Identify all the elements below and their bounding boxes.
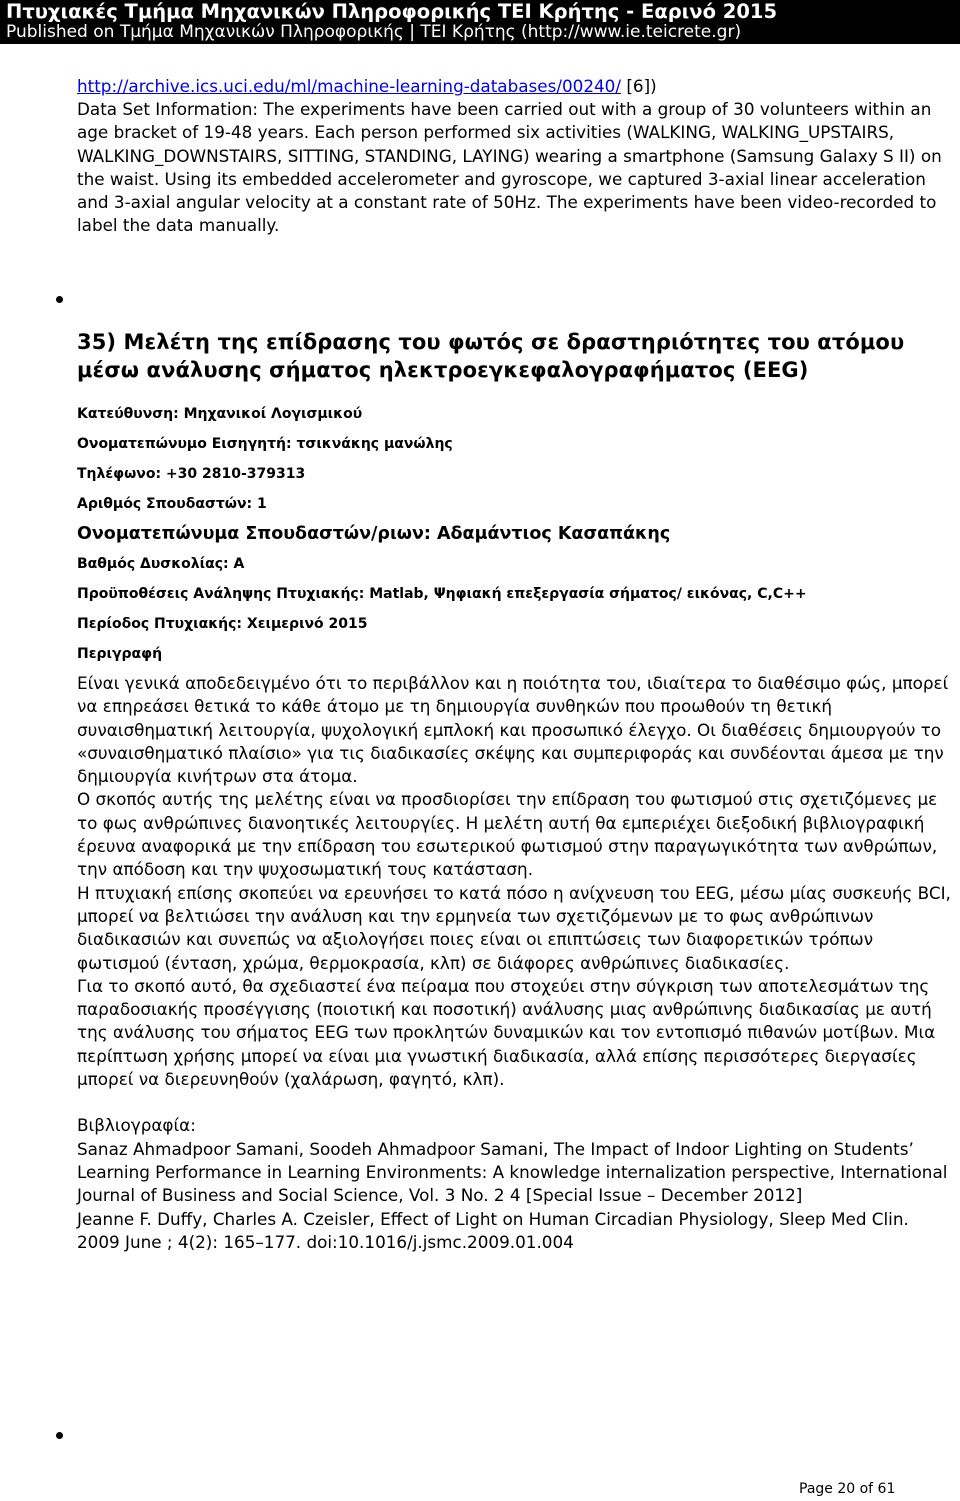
project-title: 35) Μελέτη της επίδρασης του φωτός σε δραστηριότητες του ατόμου μέσω ανάλυσης σήματος ηλεκτροεγκεφαλογραφήματος (EEG) (77, 330, 905, 382)
intro-text: Data Set Information: The experiments have been carried out with a group of 30 volunteers within an age bracket of 19-48 years. Each person performed six activities (WALKING, WALKING_UPSTAIRS, WALKING_DOWNSTAIRS, SITTING, STANDING, LAYING) wearing a smartphone (Samsung Galaxy S II) on the waist. Using its embedded accelerometer and gyroscope, we captured 3-axial linear acceleration and 3-axial angular velocity at a constant rate of 50Hz. The experiments have been video-recorded to label the data manually. (77, 99, 942, 236)
description-body (77, 672, 955, 1091)
phone-field: Τηλέφωνο: +30 2810-379313 (77, 466, 306, 482)
header-subtitle: Published on Τμήμα Μηχανικών Πληροφορικής | ΤΕΙ Κρήτης (http://www.ie.teicrete.gr) (6, 22, 742, 42)
bibliography-entry: Sanaz Ahmadpoor Samani, Soodeh Ahmadpoor Samani, The Impact of Indoor Lighting on Students’ Learning Performance in Learning Environments: A knowledge internalization perspective, International Journal of Business and Social Science, Vol. 3 No. 2 4 [Special Issue – December 2012] (77, 1138, 948, 1206)
bullet-dot (56, 296, 63, 303)
bullet-dot (56, 1432, 63, 1439)
page-header (0, 0, 960, 44)
page-number: Page 20 of 61 (799, 1481, 896, 1497)
description-paragraph: Είναι γενικά αποδεδειγμένο ότι το περιβάλλον και η ποιότητα του, ιδιαίτερα το διαθέσιμο φώς, μπορεί να επηρεάσει θετικά το κάθε άτομο με τη δημιουργία συνθηκών που προωθούν τη θετική συναισθηματική λειτουργία, ψυχολογική εμπλοκή και προσωπικό έλεγχο. Οι διαθέσεις δημιουργούν το «συναισθηματικό πλαίσιο» για τις διαδικασίες σκέψης και συμπεριφοράς και συνδέονται άμεσα με την δημιουργία κινήτρων στα άτομα. (77, 673, 949, 787)
prerequisites-field: Προϋποθέσεις Ανάληψης Πτυχιακής: Matlab, Ψηφιακή επεξεργασία σήματος/ εικόνας, C,C++ (77, 586, 807, 602)
description-paragraph: Για το σκοπό αυτό, θα σχεδιαστεί ένα πείραμα που στοχεύει στην σύγκριση των αποτελεσμάτων της παραδοσιακής προσέγγισης (ποιοτική και ποσοτική) ανάλυσης μιας ανθρώπινης διαδικασίας με αυτή της ανάλυσης του σήματος EEG των προκλητών δυναμικών και τον εντοπισμό πιθανών μοτίβων. Μια περίπτωση χρήσης μπορεί να είναι μια γνωστική διαδικασία, αλλά επίσης περισσότερες διεργασίες μπορεί να διερευνηθούν (χαλάρωση, φαγητό, κλπ). (77, 975, 936, 1090)
description-paragraph: Η πτυχιακή επίσης σκοπεύει να ερευνήσει το κατά πόσο η ανίχνευση του EEG, μέσω μίας συσκευής BCI, μπορεί να βελτιώσει την ανάλυση και την ερμηνεία των σχετιζόμενων με το φως ανθρώπινων διαδικασιών και συνεπώς να αξιολογήσει ποιες είναι οι επιπτώσεις των διαφορετικών τρόπων φωτισμού (ένταση, χρώμα, θερμοκρασία, κλπ) σε διάφορες ανθρώπινες διαδικασίες. (77, 882, 951, 973)
description-label: Περιγραφή (77, 646, 163, 662)
period-field: Περίοδος Πτυχιακής: Χειμερινό 2015 (77, 616, 368, 632)
students-count-field: Αριθμός Σπουδαστών: 1 (77, 496, 267, 512)
supervisor-field: Ονοματεπώνυμο Εισηγητή: τσικνάκης μανώλης (77, 436, 453, 452)
dataset-link[interactable]: http://archive.ics.uci.edu/ml/machine-learning-databases/00240/ (77, 76, 622, 96)
project-entry (77, 328, 955, 1254)
bibliography-entry: Jeanne F. Duffy, Charles A. Czeisler, Effect of Light on Human Circadian Physiology, Sleep Med Clin. 2009 June ; 4(2): 165–177. doi:10.1016/j.jsmc.2009.01.004 (77, 1208, 909, 1252)
intro-ref: [6]) (621, 76, 657, 96)
difficulty-field: Βαθμός Δυσκολίας: Α (77, 556, 245, 572)
intro-paragraph (77, 75, 955, 237)
intro-section (77, 75, 955, 237)
students-field: Ονοματεπώνυμα Σπουδαστών/ριων: Αδαμάντιος Κασαπάκης (77, 524, 671, 544)
description-paragraph: Ο σκοπός αυτής της μελέτης είναι να προσδιορίσει την επίδραση του φωτισμού στις σχετιζόμενες με το φως ανθρώπινες διανοητικές λειτουργίες. Η μελέτη αυτή θα εμπεριέχει διεξοδική βιβλιογραφική έρευνα αναφορικά με την επίδραση του εσωτερικού φωτισμού στην παραγωγικότητα των ανθρώπων, την απόδοση και την ψυχοσωματική τους κατάσταση. (77, 789, 938, 880)
direction-field: Κατεύθυνση: Μηχανικοί Λογισμικού (77, 406, 363, 422)
bibliography-label: Βιβλιογραφία: (77, 1115, 196, 1136)
header-title: Πτυχιακές Τμήμα Μηχανικών Πληροφορικής ΤΕΙ Κρήτης - Εαρινό 2015 (6, 0, 778, 23)
